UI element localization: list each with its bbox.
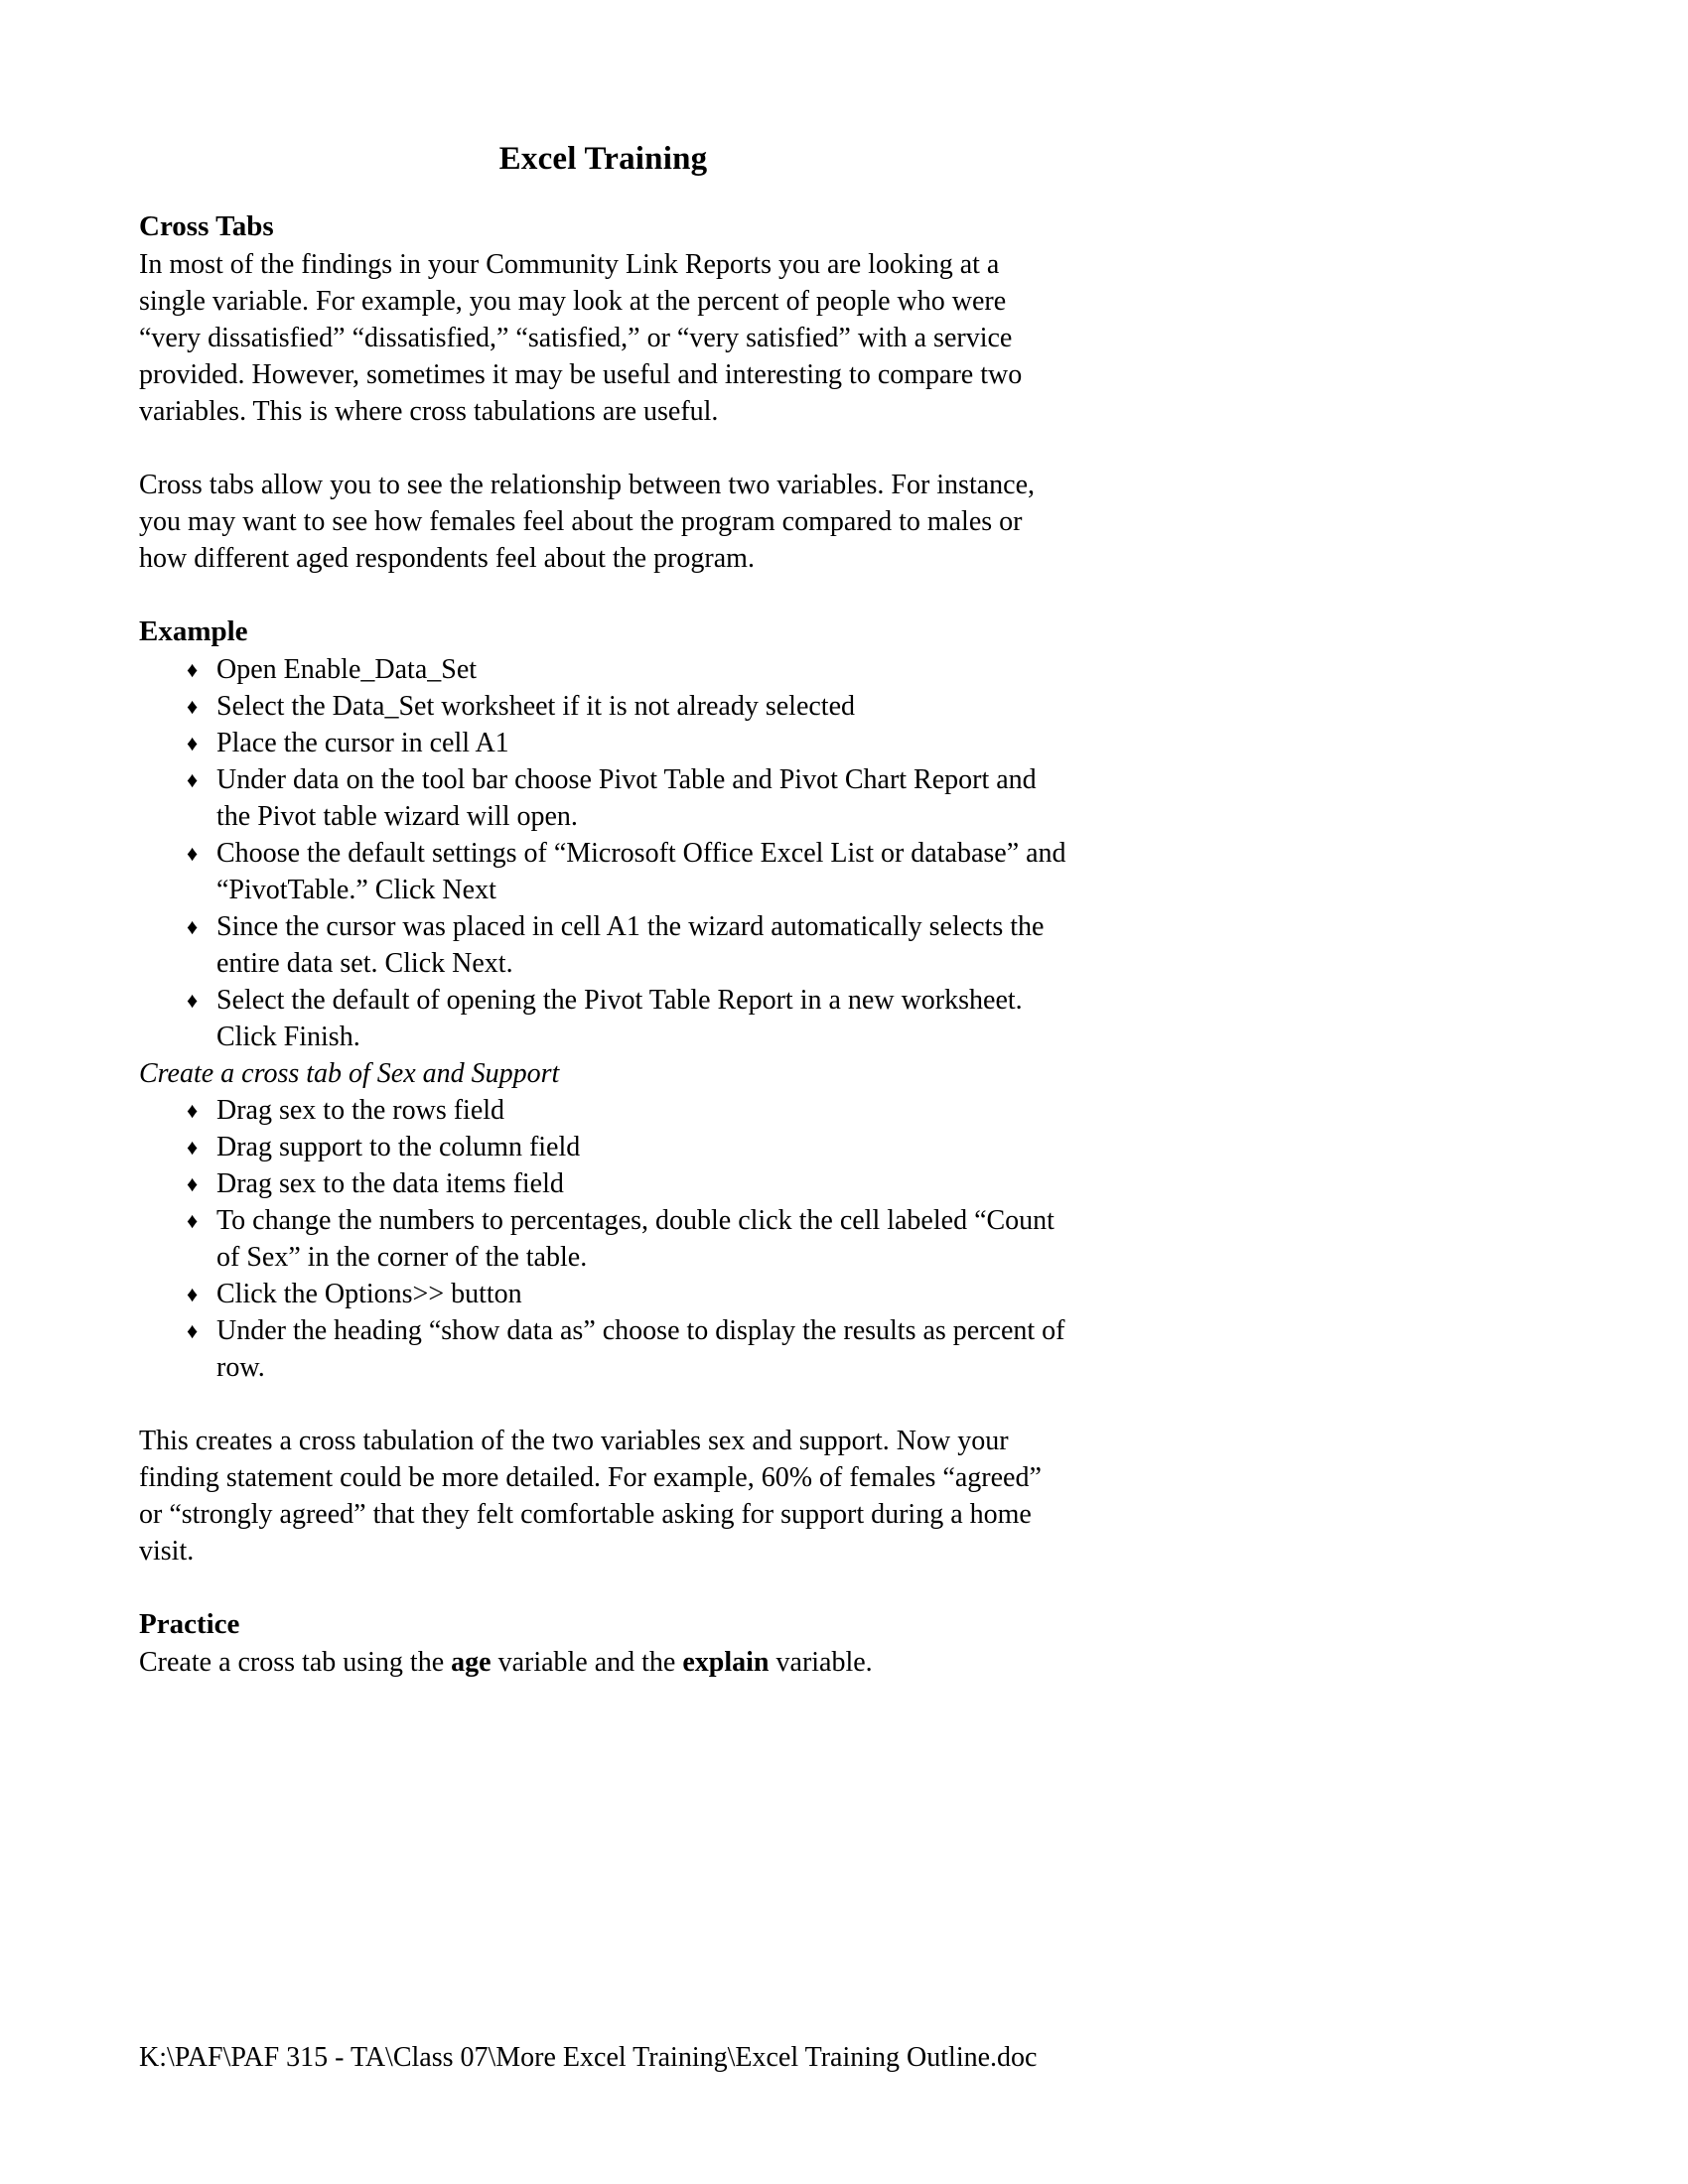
list-cross-tab-steps xyxy=(139,1092,1067,1386)
footer-file-path: K:\PAF\PAF 315 - TA\Class 07\More Excel Training\Excel Training Outline.doc xyxy=(139,2042,1038,2073)
list-item-label: Drag support to the column field xyxy=(216,1132,581,1162)
list-item xyxy=(139,1092,1067,1129)
document-body xyxy=(139,208,1067,1681)
list-item xyxy=(139,725,1067,761)
paragraph-spacer xyxy=(139,577,1067,614)
list-item-label: Under data on the tool bar choose Pivot Table and Pivot Chart Report and the Pivot table wizard will open. xyxy=(216,764,1037,832)
diamond-bullet-icon: ♦ xyxy=(187,1282,199,1306)
list-item-label: Select the Data_Set worksheet if it is not already selected xyxy=(216,691,856,722)
list-item xyxy=(139,761,1067,835)
list-item xyxy=(139,1312,1067,1386)
list-item xyxy=(139,982,1067,1055)
list-item xyxy=(139,1202,1067,1276)
heading-cross-tabs: Cross Tabs xyxy=(139,210,274,242)
paragraph-conclusion: This creates a cross tabulation of the two variables sex and support. Now your finding statement could be more detailed. For example, 60% of females “agreed” or “strongly agreed” that they felt comfortable asking for support during a home visit. xyxy=(139,1426,1042,1567)
diamond-bullet-icon: ♦ xyxy=(187,988,199,1013)
list-item-label: Select the default of opening the Pivot Table Report in a new worksheet. Click Finish. xyxy=(216,985,1023,1052)
list-item xyxy=(139,1165,1067,1202)
list-item-label: Under the heading “show data as” choose to display the results as percent of row. xyxy=(216,1315,1065,1383)
list-item xyxy=(139,1276,1067,1312)
heading-practice: Practice xyxy=(139,1608,240,1640)
subheading-create-cross-tab: Create a cross tab of Sex and Support xyxy=(139,1058,560,1089)
document-title-text: Excel Training xyxy=(498,141,708,177)
paragraph-cross-tabs-relationship: Cross tabs allow you to see the relationship between two variables. For instance, you may want to see how females feel about the program compared to males or how different aged respondents feel about the program. xyxy=(139,470,1036,574)
paragraph-spacer xyxy=(139,1570,1067,1606)
list-item-label: Drag sex to the data items field xyxy=(216,1168,564,1199)
paragraph-spacer xyxy=(139,1386,1067,1423)
list-item-label: Click the Options>> button xyxy=(216,1279,522,1309)
practice-variable-age: age xyxy=(451,1647,492,1678)
paragraph-practice xyxy=(139,1644,1067,1681)
diamond-bullet-icon: ♦ xyxy=(187,731,199,755)
list-item-label: Open Enable_Data_Set xyxy=(216,654,478,685)
list-item-label: Drag sex to the rows field xyxy=(216,1095,505,1126)
diamond-bullet-icon: ♦ xyxy=(187,657,199,682)
diamond-bullet-icon: ♦ xyxy=(187,1171,199,1196)
heading-example: Example xyxy=(139,615,248,647)
practice-text-part-1: Create a cross tab using the xyxy=(139,1647,452,1678)
diamond-bullet-icon: ♦ xyxy=(187,694,199,719)
diamond-bullet-icon: ♦ xyxy=(187,1135,199,1160)
diamond-bullet-icon: ♦ xyxy=(187,914,199,939)
list-example-steps xyxy=(139,651,1067,1055)
diamond-bullet-icon: ♦ xyxy=(187,1318,199,1343)
list-item-label: To change the numbers to percentages, double click the cell labeled “Count of Sex” in the corner of the table. xyxy=(216,1205,1055,1273)
practice-text-part-3: variable. xyxy=(769,1647,873,1678)
list-item xyxy=(139,835,1067,908)
paragraph-spacer xyxy=(139,430,1067,467)
list-item-label: Since the cursor was placed in cell A1 the wizard automatically selects the entire data set. Click Next. xyxy=(216,911,1045,979)
list-item xyxy=(139,651,1067,688)
diamond-bullet-icon: ♦ xyxy=(187,1098,199,1123)
practice-text-part-2: variable and the xyxy=(491,1647,683,1678)
page-title xyxy=(0,139,1206,179)
paragraph-cross-tabs-intro: In most of the findings in your Community Link Reports you are looking at a single variable. For example, you may look at the percent of people who were “very dissatisfied” “dissatisfied,” “satisfied,” or “very satisfied” with a service provided. However, sometimes it may be useful and interesting to compare two variables. This is where cross tabulations are useful. xyxy=(139,249,1023,427)
list-item xyxy=(139,908,1067,982)
diamond-bullet-icon: ♦ xyxy=(187,841,199,866)
list-item xyxy=(139,688,1067,725)
practice-variable-explain: explain xyxy=(682,1647,770,1678)
diamond-bullet-icon: ♦ xyxy=(187,767,199,792)
list-item-label: Place the cursor in cell A1 xyxy=(216,728,509,758)
list-item-label: Choose the default settings of “Microsoft Office Excel List or database” and “PivotTable.” Click Next xyxy=(216,838,1066,905)
list-item xyxy=(139,1129,1067,1165)
diamond-bullet-icon: ♦ xyxy=(187,1208,199,1233)
